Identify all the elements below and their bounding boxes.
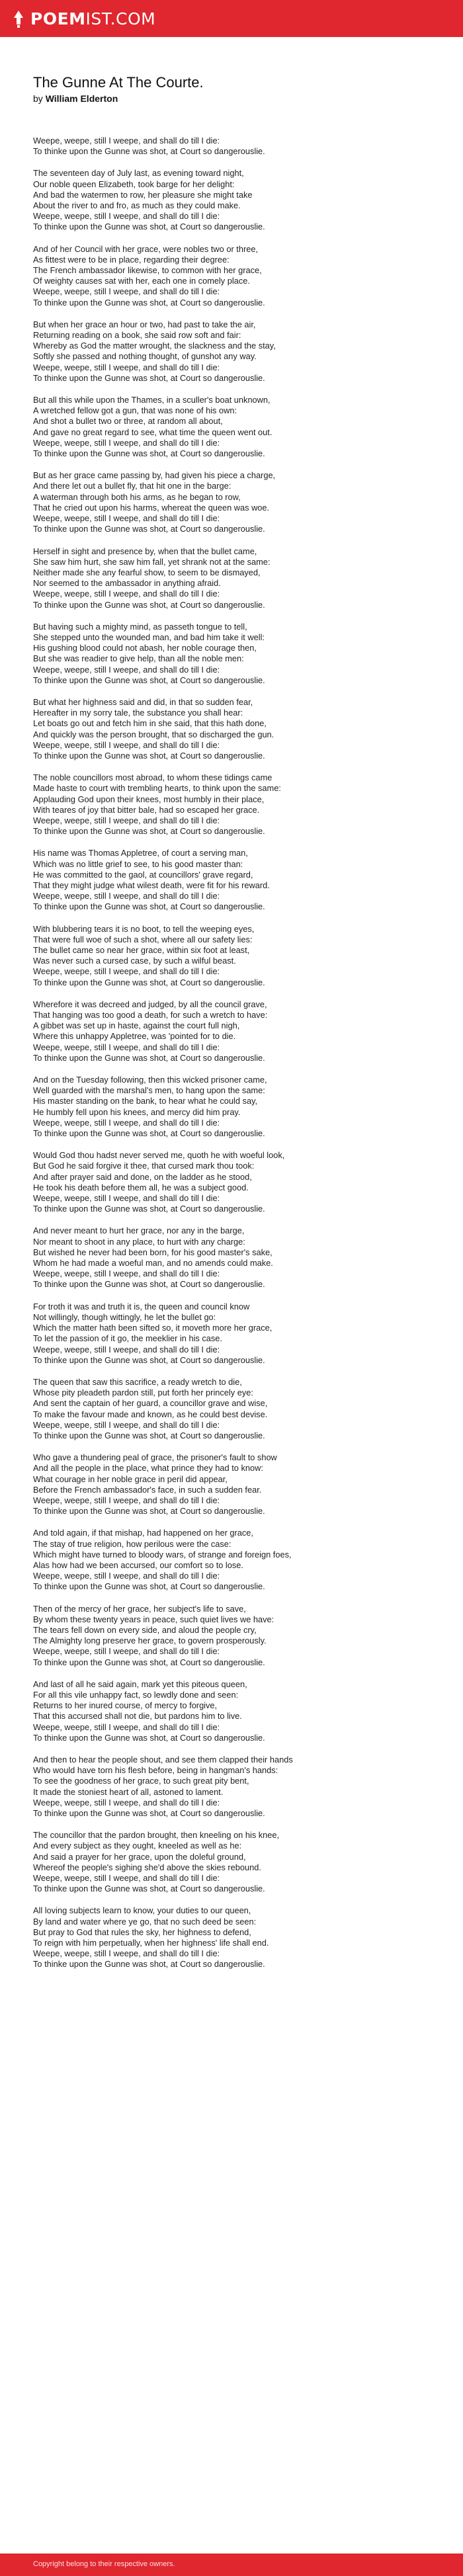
poem-title: The Gunne At The Courte. [33, 74, 204, 91]
poem-line: And after prayer said and done, on the ladder as he stood, [33, 1171, 252, 1182]
poem-line: To reign with him perpetually, when her highness' life shall end. [33, 1938, 269, 1948]
poem-line: But having such a mighty mind, as passeth tongue to tell, [33, 621, 247, 632]
poem-line: Weepe, weepe, still I weepe, and shall do till I die: [33, 1797, 220, 1807]
poem-line: Weepe, weepe, still I weepe, and shall do till I die: [33, 815, 220, 825]
stanza [33, 924, 430, 988]
poem-line: He took his death before them all, he was a subject good. [33, 1182, 249, 1192]
poem-line: For all this vile unhappy fact, so lewdly done and seen: [33, 1689, 239, 1700]
stanza [33, 1905, 430, 1970]
poem-line: To thinke upon the Gunne was shot, at Court so dangerouslie. [33, 1128, 265, 1139]
poem-line: Neither made she any fearful show, to seem to be dismayed, [33, 567, 261, 577]
poem-line: To thinke upon the Gunne was shot, at Court so dangerouslie. [33, 372, 265, 383]
poem-line: But what her highness said and did, in that so sudden fear, [33, 696, 253, 707]
poem-line: And never meant to hurt her grace, nor any in the barge, [33, 1226, 245, 1236]
stanza [33, 244, 430, 308]
stanza [33, 1075, 430, 1139]
poem-line: Weepe, weepe, still I weepe, and shall do till I die: [33, 1344, 220, 1354]
stanza [33, 1377, 430, 1441]
byline-prefix: by [33, 93, 46, 104]
poem-line: To thinke upon the Gunne was shot, at Court so dangerouslie. [33, 1808, 265, 1819]
poem-line: To thinke upon the Gunne was shot, at Court so dangerouslie. [33, 524, 265, 534]
poem-line: Weepe, weepe, still I weepe, and shall do till I die: [33, 1495, 220, 1505]
poem-line: A gibbet was set up in haste, against the court full nigh, [33, 1020, 240, 1031]
poem-line: Weepe, weepe, still I weepe, and shall do till I die: [33, 891, 220, 901]
poem-line: Hereafter in my sorry tale, the substance you shall hear: [33, 708, 243, 718]
poem-line: Alas how had we been accursed, our comfort so to lose. [33, 1559, 243, 1570]
poem-line: The noble councillors most abroad, to whom these tidings came [33, 772, 273, 783]
poem-line: Was never such a cursed case, by such a wilful beast. [33, 956, 236, 966]
poem-line: By land and water where ye go, that no such deed be seen: [33, 1916, 257, 1927]
poem-line: Weepe, weepe, still I weepe, and shall do till I die: [33, 1419, 220, 1430]
poem-line: And sent the captain of her guard, a councillor grave and wise, [33, 1398, 268, 1409]
poem-line: Whereby as God the matter wrought, the slackness and the stay, [33, 341, 276, 351]
poem-line: The queen that saw this sacrifice, a ready wretch to die, [33, 1376, 242, 1387]
poem-line: Weepe, weepe, still I weepe, and shall do till I die: [33, 1117, 220, 1128]
logo-text-bold: POEM [30, 9, 86, 28]
poem-line: To thinke upon the Gunne was shot, at Court so dangerouslie. [33, 1959, 265, 1970]
poem-line: Weepe, weepe, still I weepe, and shall do till I die: [33, 664, 220, 675]
poem-line: Returning reading on a book, she said row soft and fair: [33, 330, 241, 341]
poem-line: That hanging was too good a death, for such a wretch to have: [33, 1010, 268, 1020]
poem-line: And all the people in the place, what prince they had to know: [33, 1463, 263, 1474]
poem-body [33, 136, 430, 1970]
poem-line: To thinke upon the Gunne was shot, at Court so dangerouslie. [33, 675, 265, 685]
stanza [33, 395, 430, 459]
poem-line: She saw him hurt, she saw him fall, yet shrank not at the same: [33, 556, 271, 567]
poem-line: To thinke upon the Gunne was shot, at Court so dangerouslie. [33, 1884, 265, 1894]
poem-line: But as her grace came passing by, had given his piece a charge, [33, 470, 276, 481]
poem-line: To thinke upon the Gunne was shot, at Court so dangerouslie. [33, 901, 265, 912]
stanza [33, 999, 430, 1063]
poem-line: And every subject as they ought, kneeled as well as he: [33, 1841, 242, 1851]
stanza [33, 1302, 430, 1366]
poem-line: But all this while upon the Thames, in a sculler's boat unknown, [33, 395, 271, 405]
poem-line: And quickly was the person brought, that so discharged the gun. [33, 729, 274, 739]
poem-line: And bad the watermen to row, her pleasure she might take [33, 189, 253, 200]
poem-line: To thinke upon the Gunne was shot, at Court so dangerouslie. [33, 1732, 265, 1743]
quill-pen-icon [12, 10, 25, 28]
poem-line: But God he said forgive it thee, that cursed mark thou took: [33, 1161, 255, 1171]
poem-line: Weepe, weepe, still I weepe, and shall do till I die: [33, 1948, 220, 1959]
poem-line: What courage in her noble grace in peril did appear, [33, 1474, 228, 1484]
poem-line: To thinke upon the Gunne was shot, at Court so dangerouslie. [33, 297, 265, 308]
poem-line: Weepe, weepe, still I weepe, and shall do till I die: [33, 1571, 220, 1581]
poem-line: And there let out a bullet fly, that hit one in the barge: [33, 481, 232, 491]
poem-line: Which the matter hath been sifted so, it moveth more her grace, [33, 1323, 273, 1333]
poem-line: To thinke upon the Gunne was shot, at Court so dangerouslie. [33, 1204, 265, 1214]
poem-line: His name was Thomas Appletree, of court a serving man, [33, 848, 248, 858]
poem-line: With teares of joy that bitter bale, had so escaped her grace. [33, 804, 260, 815]
poem-line: That this accursed shall not die, but pardons him to live. [33, 1711, 242, 1722]
poem-container [33, 74, 430, 1981]
poem-line: To thinke upon the Gunne was shot, at Court so dangerouslie. [33, 222, 265, 232]
site-logo[interactable] [12, 9, 155, 28]
poem-line: Whereof the people's sighing she'd above the skies rebound. [33, 1862, 261, 1872]
poem-line: That were full woe of such a shot, where all our safety lies: [33, 934, 253, 944]
stanza [33, 319, 430, 384]
poem-line: And told again, if that mishap, had happened on her grace, [33, 1528, 253, 1538]
site-footer [0, 2554, 463, 2576]
poem-line: The French ambassador likewise, to common with her grace, [33, 265, 262, 276]
poem-line: All loving subjects learn to know, your duties to our queen, [33, 1905, 251, 1916]
poem-line: Who would have torn his flesh before, being in hangman's hands: [33, 1765, 278, 1776]
stanza [33, 1528, 430, 1592]
poem-line: Applauding God upon their knees, most humbly in their place, [33, 794, 265, 804]
poem-line: To let the passion of it go, the meeklier in his case. [33, 1333, 222, 1344]
poem-line: Nor seemed to the ambassador in anything afraid. [33, 578, 221, 589]
poem-line: The councillor that the pardon brought, then kneeling on his knee, [33, 1830, 280, 1841]
byline [33, 93, 430, 104]
poem-line: Weepe, weepe, still I weepe, and shall do till I die: [33, 1646, 220, 1657]
poem-line: To thinke upon the Gunne was shot, at Court so dangerouslie. [33, 750, 265, 761]
copyright-text: Copyright belong to their respective owners. [33, 2560, 175, 2568]
poem-line: The Almighty long preserve her grace, to govern prosperously. [33, 1636, 267, 1646]
poem-line: His gushing blood could not abash, her noble courage then, [33, 643, 257, 653]
poem-line: Returns to her inured course, of mercy to forgive, [33, 1700, 218, 1711]
poem-line: And last of all he said again, mark yet this piteous queen, [33, 1679, 247, 1689]
poem-line: It made the stoniest heart of all, astoned to lament. [33, 1786, 224, 1797]
poem-line: He was committed to the gaol, at councillors' grave regard, [33, 869, 253, 880]
poem-line: Nor meant to shoot in any place, to hurt with any charge: [33, 1236, 245, 1247]
poem-line: Our noble queen Elizabeth, took barge for her delight: [33, 179, 235, 189]
stanza [33, 1755, 430, 1819]
poem-line: Well guarded with the marshal's men, to hang upon the same: [33, 1085, 265, 1096]
stanza [33, 622, 430, 686]
poem-line: Weepe, weepe, still I weepe, and shall do till I die: [33, 286, 220, 297]
stanza [33, 136, 430, 157]
stanza [33, 1226, 430, 1290]
poem-line: To thinke upon the Gunne was shot, at Court so dangerouslie. [33, 1354, 265, 1365]
poem-line: Then of the mercy of her grace, her subject's life to save, [33, 1603, 246, 1614]
poem-line: The bullet came so near her grace, within six foot at least, [33, 945, 250, 955]
poem-line: Not willingly, though wittingly, he let the bullet go: [33, 1311, 216, 1322]
poem-line: Which was no little grief to see, to his good master than: [33, 858, 243, 869]
poem-line: Where this unhappy Appletree, was 'pointed for to die. [33, 1031, 236, 1042]
stanza [33, 772, 430, 837]
poem-line: And then to hear the people shout, and see them clapped their hands [33, 1755, 293, 1765]
poem-line: And said a prayer for her grace, upon the doleful ground, [33, 1851, 246, 1862]
poem-line: But she was readier to give help, than all the noble men: [33, 653, 244, 664]
poem-line: Weepe, weepe, still I weepe, and shall do till I die: [33, 437, 220, 448]
poem-line: Weepe, weepe, still I weepe, and shall do till I die: [33, 739, 220, 750]
poem-line: Let boats go out and fetch him in she said, that this hath done, [33, 718, 267, 729]
stanza [33, 848, 430, 912]
poem-line: Weepe, weepe, still I weepe, and shall do till I die: [33, 1873, 220, 1884]
poem-line: Weepe, weepe, still I weepe, and shall do till I die: [33, 589, 220, 599]
poem-line: Would God thou hadst never served me, quoth he with woeful look, [33, 1150, 285, 1161]
poem-line: But when her grace an hour or two, had past to take the air, [33, 319, 256, 329]
poem-line: Weepe, weepe, still I weepe, and shall do till I die: [33, 1193, 220, 1204]
poem-line: About the river to and fro, as much as they could make. [33, 200, 241, 211]
poem-line: Whose pity pleadeth pardon still, put forth her princely eye: [33, 1388, 253, 1398]
author-link[interactable]: William Elderton [45, 93, 118, 104]
poem-line: To thinke upon the Gunne was shot, at Court so dangerouslie. [33, 1430, 265, 1440]
poem-line: He humbly fell upon his knees, and mercy did him pray. [33, 1106, 241, 1117]
poem-line: To make the favour made and known, as he could best devise. [33, 1409, 268, 1419]
poem-line: A wretched fellow got a gun, that was none of his own: [33, 405, 237, 416]
poem-line: Weepe, weepe, still I weepe, and shall do till I die: [33, 1042, 220, 1052]
poem-line: And of her Council with her grace, were nobles two or three, [33, 243, 259, 254]
poem-line: Made haste to court with trembling hearts, to think upon the same: [33, 783, 281, 794]
poem-line: That he cried out upon his harms, whereat the queen was woe. [33, 502, 270, 513]
poem-line: To thinke upon the Gunne was shot, at Court so dangerouslie. [33, 1657, 265, 1667]
stanza [33, 1452, 430, 1517]
poem-line: His master standing on the bank, to hear what he could say, [33, 1096, 258, 1106]
poem-line: Weepe, weepe, still I weepe, and shall do till I die: [33, 966, 220, 977]
poem-line: To thinke upon the Gunne was shot, at Court so dangerouslie. [33, 977, 265, 987]
poem-line: But pray to God that rules the sky, her highness to defend, [33, 1927, 251, 1937]
poem-line: To thinke upon the Gunne was shot, at Court so dangerouslie. [33, 599, 265, 610]
poem-line: A waterman through both his arms, as he began to row, [33, 491, 241, 502]
stanza [33, 1150, 430, 1214]
stanza [33, 470, 430, 534]
poem-line: To thinke upon the Gunne was shot, at Court so dangerouslie. [33, 448, 265, 459]
poem-line: To thinke upon the Gunne was shot, at Court so dangerouslie. [33, 146, 265, 157]
poem-line: And shot a bullet two or three, at random all about, [33, 416, 223, 427]
poem-line: Weepe, weepe, still I weepe, and shall do till I die: [33, 1268, 220, 1279]
stanza [33, 546, 430, 610]
poem-line: Softly she passed and nothing thought, of gunshot any way. [33, 351, 257, 362]
stanza [33, 1679, 430, 1743]
poem-line: Weepe, weepe, still I weepe, and shall do till I die: [33, 211, 220, 222]
poem-line: To thinke upon the Gunne was shot, at Court so dangerouslie. [33, 1581, 265, 1592]
poem-line: Weepe, weepe, still I weepe, and shall do till I die: [33, 136, 220, 145]
poem-line: To thinke upon the Gunne was shot, at Court so dangerouslie. [33, 826, 265, 837]
site-header [0, 0, 463, 37]
poem-line: Which might have turned to bloody wars, of strange and foreign foes, [33, 1549, 292, 1559]
poem-line: The tears fell down on every side, and aloud the people cry, [33, 1624, 257, 1635]
poem-line: And on the Tuesday following, then this wicked prisoner came, [33, 1075, 267, 1085]
poem-line: The stay of true religion, how perilous were the case: [33, 1538, 232, 1549]
poem-line: To thinke upon the Gunne was shot, at Court so dangerouslie. [33, 1052, 265, 1063]
poem-line: Herself in sight and presence by, when that the bullet came, [33, 546, 257, 556]
poem-line: Wherefore it was decreed and judged, by all the council grave, [33, 999, 267, 1009]
poem-line: By whom these twenty years in peace, such quiet lives we have: [33, 1614, 274, 1624]
poem-line: Of weighty causes sat with her, each one in comely place. [33, 276, 250, 286]
poem-line: And gave no great regard to see, what time the queen went out. [33, 427, 273, 437]
poem-line: For troth it was and truth it is, the queen and council know [33, 1301, 250, 1311]
poem-line: To thinke upon the Gunne was shot, at Court so dangerouslie. [33, 1279, 265, 1290]
stanza [33, 168, 430, 232]
poem-line: Before the French ambassador's face, in such a sudden fear. [33, 1484, 262, 1495]
poem-line: She stepped unto the wounded man, and bad him take it well: [33, 632, 265, 642]
poem-line: As fittest were to be in place, regarding their degree: [33, 254, 230, 265]
poem-line: To thinke upon the Gunne was shot, at Court so dangerouslie. [33, 1506, 265, 1517]
poem-line: Whom he had made a woeful man, and no amends could make. [33, 1258, 273, 1268]
poem-line: Weepe, weepe, still I weepe, and shall do till I die: [33, 513, 220, 524]
stanza [33, 1830, 430, 1894]
poem-line: Weepe, weepe, still I weepe, and shall do till I die: [33, 362, 220, 372]
poem-line: To see the goodness of her grace, to such great pity bent, [33, 1776, 249, 1786]
poem-line: That they might judge what wilest death, were fit for his reward. [33, 880, 270, 890]
poem-line: Who gave a thundering peal of grace, the prisoner's fault to show [33, 1452, 277, 1463]
stanza [33, 697, 430, 761]
poem-line: Weepe, weepe, still I weepe, and shall do till I die: [33, 1722, 220, 1732]
poem-line: With blubbering tears it is no boot, to tell the weeping eyes, [33, 923, 255, 934]
poem-line: But wished he never had been born, for his good master's sake, [33, 1247, 273, 1257]
poem-line: The seventeen day of July last, as evening toward night, [33, 168, 244, 179]
logo-text-light: IST.COM [85, 9, 156, 28]
stanza [33, 1604, 430, 1668]
